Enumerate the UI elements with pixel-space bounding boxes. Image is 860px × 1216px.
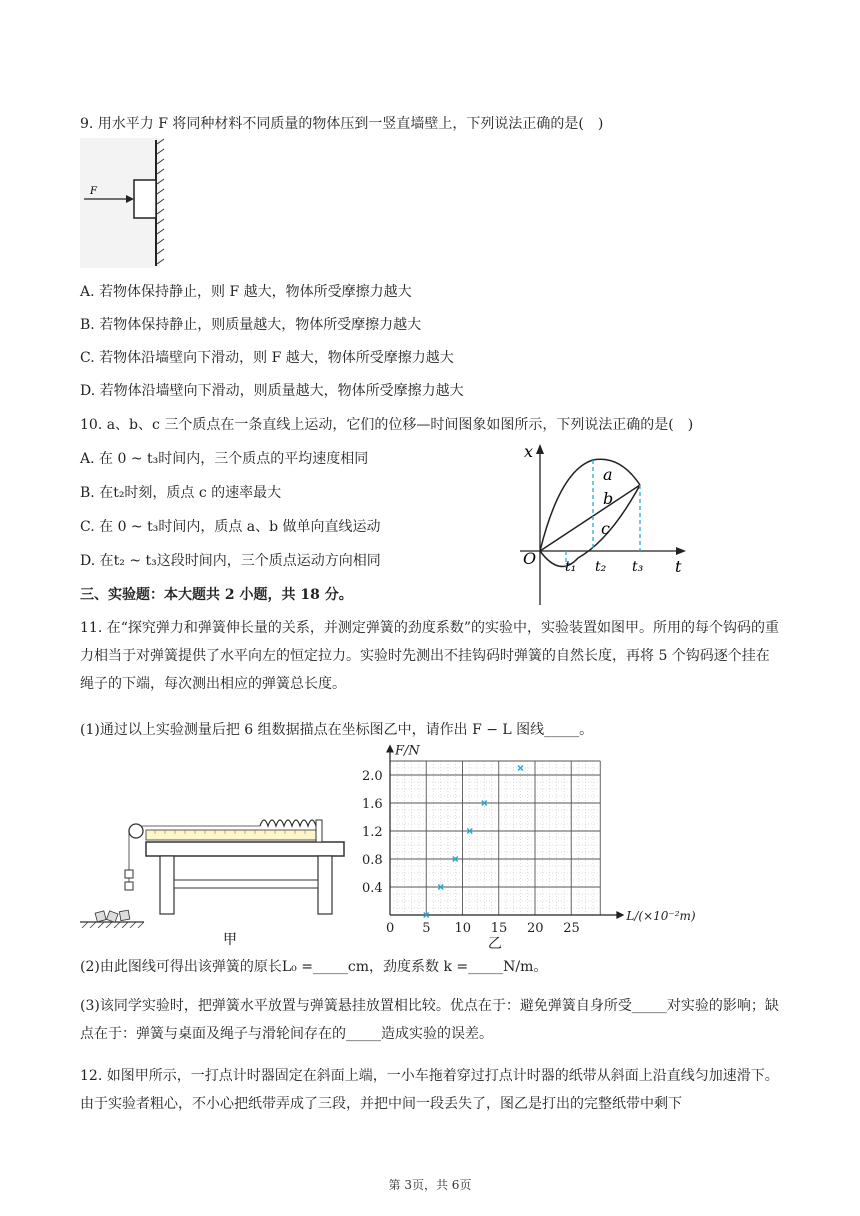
- pulley: [129, 824, 143, 838]
- curve-b-label: b: [603, 489, 614, 508]
- q10-stem: 10. a、b、c 三个质点在一条直线上运动，它们的位移—时间图象如图所示，下列说法正确的是( ): [80, 417, 694, 433]
- q9-stem: 9. 用水平力 F 将同种材料不同质量的物体压到一竖直墙壁上，下列说法正确的是( ): [80, 116, 604, 132]
- y-axis-title: F/N: [395, 743, 420, 759]
- q10-option-a: A. 在 0 ~ t₃时间内，三个质点的平均速度相同: [80, 451, 369, 467]
- curve-a-label: a: [603, 465, 613, 484]
- q9-option-c: C. 若物体沿墙壁向下滑动，则 F 越大，物体所受摩擦力越大: [80, 350, 454, 366]
- q9-option-a: A. 若物体保持静止，则 F 越大，物体所受摩擦力越大: [80, 284, 412, 300]
- q10-option-c: C. 在 0 ~ t₃时间内，质点 a、b 做单向直线运动: [80, 519, 381, 535]
- spring: [260, 820, 316, 826]
- block: [134, 180, 156, 218]
- curve-c-label: c: [601, 519, 610, 538]
- y-tick-label: 1.6: [362, 797, 383, 812]
- q11-part1: (1)通过以上实验测量后把 6 组数据描点在坐标图乙中，请作出 F − L 图线_____。: [80, 722, 594, 738]
- apparatus-figure: [80, 790, 360, 950]
- q11-stem: 11. 在“探究弹力和弹簧伸长量的关系，并测定弹簧的劲度系数”的实验中，实验装置如图甲。所用的每个钩码的重力相当于对弹簧提供了水平向左的恒定拉力。实验时先测出不挂钩码时弹簧的自然长度，再将 5 个钩码逐个挂在绳子的下端，每次测出相应的弹簧总长度。: [80, 620, 780, 692]
- x-axis-title: L/(×10⁻²m): [626, 909, 696, 923]
- t1-label: t₁: [565, 559, 577, 575]
- fig-jia-label: 甲: [223, 932, 237, 948]
- curve-a: [540, 459, 640, 551]
- x-tick-label: 25: [563, 921, 580, 936]
- x-tick-label: 15: [490, 921, 508, 936]
- y-tick-label: 0.8: [362, 853, 383, 868]
- ruler: [146, 830, 316, 840]
- t2-label: t₂: [595, 559, 607, 575]
- section-heading: 三、实验题：本大题共 2 小题，共 18 分。: [80, 587, 353, 603]
- y-tick-label: 2.0: [362, 769, 383, 784]
- curve-b: [540, 485, 640, 551]
- f-l-chart: [340, 740, 720, 955]
- table-top: [146, 842, 344, 856]
- q10-option-b: B. 在t₂时刻，质点 c 的速率最大: [80, 485, 282, 501]
- force-label: F: [90, 186, 97, 197]
- y-axis-label: x: [524, 442, 534, 461]
- q12-stem: 12. 如图甲所示，一打点计时器固定在斜面上端，一小车拖着穿过打点计时器的纸带从斜面上沿直线匀加速滑下。由于实验者粗心，不小心把纸带弄成了三段，并把中间一段丢失了，图乙是打出的完整纸带中剩下: [80, 1068, 779, 1112]
- y-tick-label: 1.2: [362, 825, 383, 840]
- q11-part3: (3)该同学实验时，把弹簧水平放置与弹簧悬挂放置相比较。优点在于：避免弹簧自身所受_____对实验的影响；缺点在于：弹簧与桌面及绳子与滑轮间存在的_____造成实验的误差。: [80, 998, 779, 1042]
- page-footer: 第 3页，共 6页: [388, 1178, 472, 1192]
- x-axis-label: t: [675, 557, 682, 576]
- q9-option-b: B. 若物体保持静止，则质量越大，物体所受摩擦力越大: [80, 317, 422, 333]
- q10-option-d: D. 在t₂ ~ t₃这段时间内，三个质点运动方向相同: [80, 553, 381, 569]
- x-tick-label: 20: [527, 921, 544, 936]
- curve-c: [540, 485, 640, 567]
- q9-option-d: D. 若物体沿墙壁向下滑动，则质量越大，物体所受摩擦力越大: [80, 383, 464, 399]
- q10-xt-graph: [515, 440, 690, 610]
- x-tick-label: 5: [422, 921, 431, 936]
- origin-label: O: [523, 549, 537, 568]
- y-tick-label: 0.4: [362, 881, 383, 896]
- x-axis-arrow: [616, 911, 624, 919]
- y-axis-arrow: [386, 745, 394, 753]
- fig-yi-label: 乙: [487, 936, 502, 952]
- x-tick-label: 10: [454, 921, 472, 936]
- t3-label: t₃: [632, 559, 644, 575]
- q9-figure: [80, 138, 170, 268]
- q11-part2: (2)由此图线可得出该弹簧的原长L₀ =_____cm，劲度系数 k =_____N/m。: [80, 959, 548, 975]
- x-tick-label: 0: [386, 921, 395, 936]
